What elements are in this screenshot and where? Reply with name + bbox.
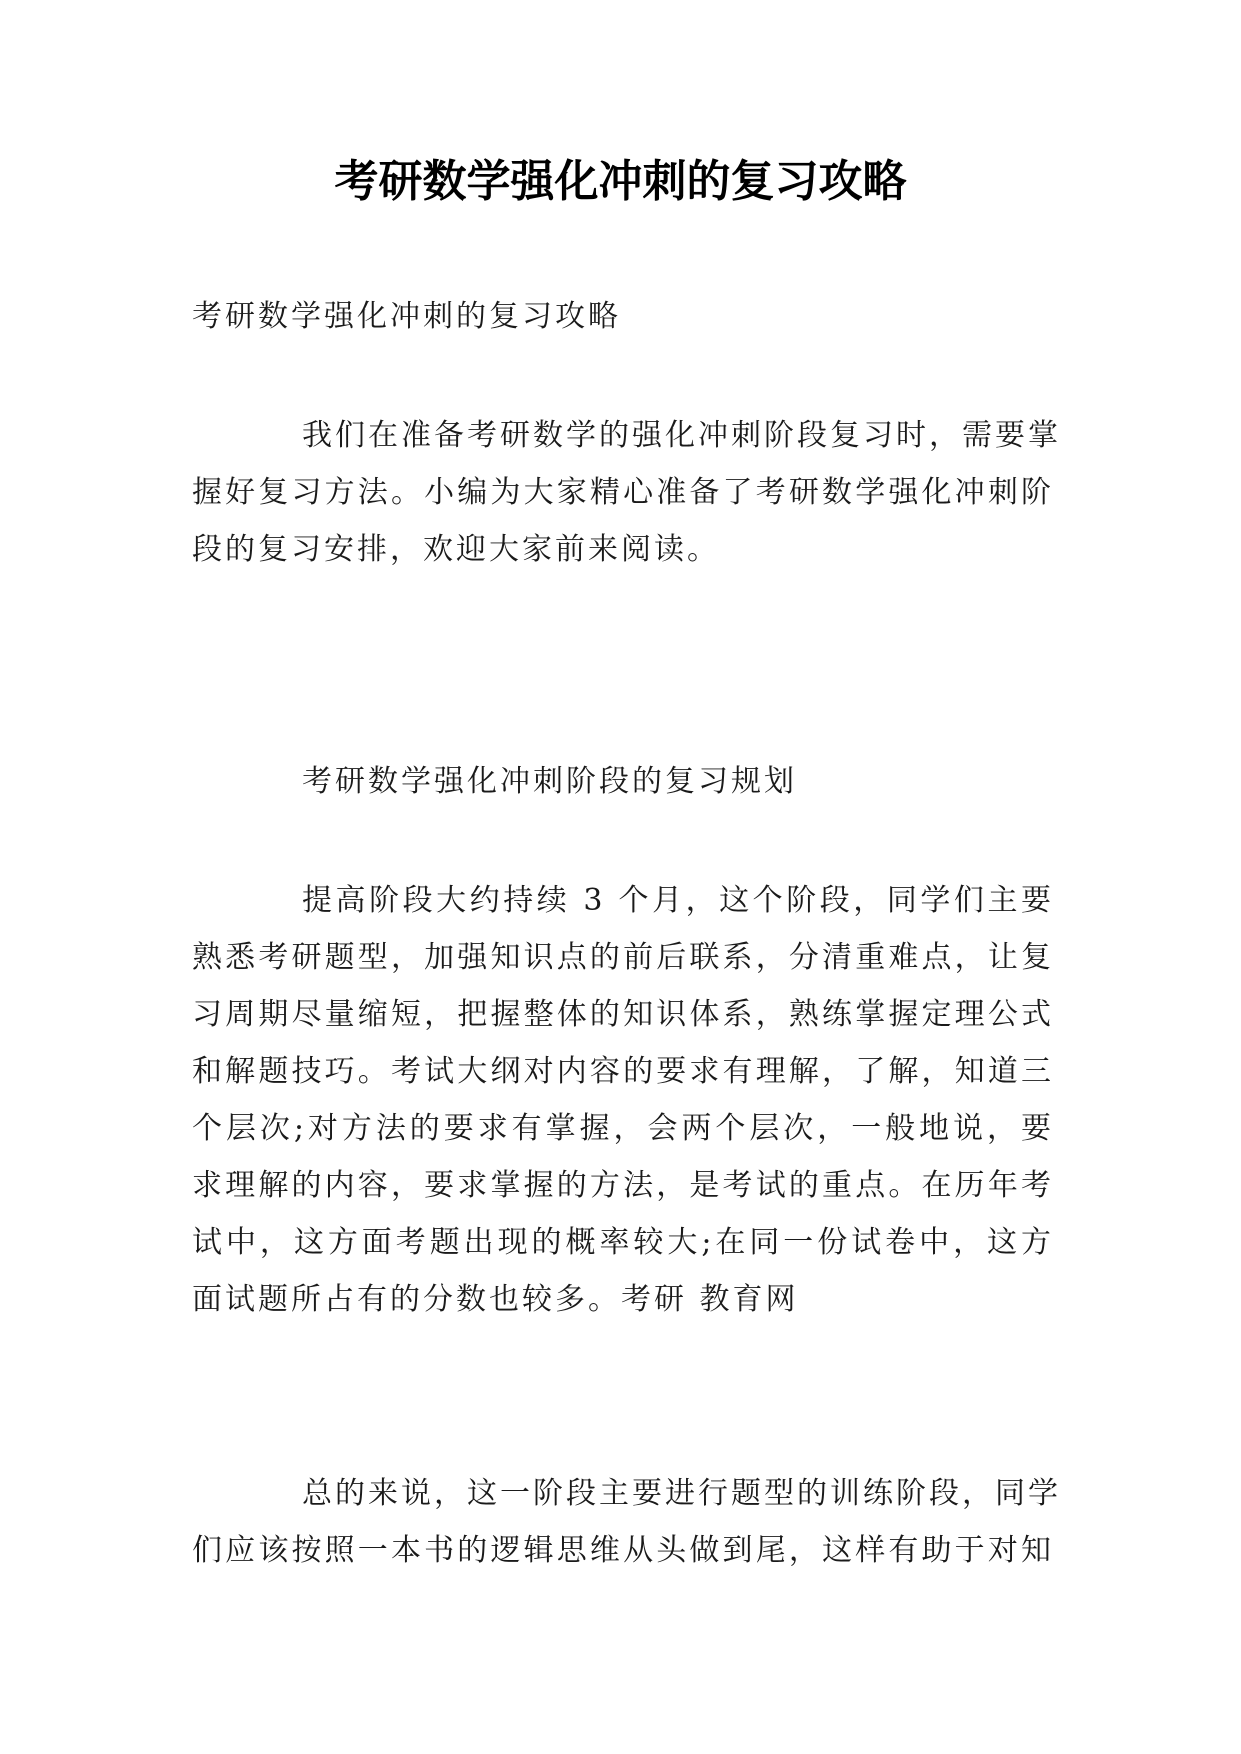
paragraph-line: 个层次;对方法的要求有掌握，会两个层次，一般地说，要 <box>192 1111 1054 1146</box>
paragraph-line: 习周期尽量缩短，把握整体的知识体系，熟练掌握定理公式 <box>192 997 1054 1032</box>
paragraph-line: 面试题所占有的分数也较多。考研 教育网 <box>192 1282 799 1317</box>
paragraph-line: 握好复习方法。小编为大家精心准备了考研数学强化冲刺阶 <box>192 475 1054 510</box>
body-paragraph <box>192 872 1054 1328</box>
document-title: 考研数学强化冲刺的复习攻略 <box>334 156 907 207</box>
body-paragraph <box>192 1465 1061 1579</box>
paragraph-line: 段的复习安排，欢迎大家前来阅读。 <box>192 532 720 567</box>
paragraph-line: 熟悉考研题型，加强知识点的前后联系，分清重难点，让复 <box>192 940 1054 975</box>
paragraph-line: 求理解的内容，要求掌握的方法，是考试的重点。在历年考 <box>192 1168 1054 1203</box>
paragraph-line: 试中，这方面考题出现的概率较大;在同一份试卷中，这方 <box>192 1225 1054 1260</box>
document-subtitle: 考研数学强化冲刺的复习攻略 <box>192 299 621 334</box>
paragraph-line: 总的来说，这一阶段主要进行题型的训练阶段，同学 <box>302 1476 1061 1511</box>
intro-paragraph <box>192 407 1061 578</box>
paragraph-line: 提高阶段大约持续 3 个月，这个阶段，同学们主要 <box>302 883 1054 918</box>
paragraph-line: 和解题技巧。考试大纲对内容的要求有理解，了解，知道三 <box>192 1054 1054 1089</box>
paragraph-line: 我们在准备考研数学的强化冲刺阶段复习时，需要掌 <box>302 418 1061 453</box>
paragraph-line: 们应该按照一本书的逻辑思维从头做到尾，这样有助于对知 <box>192 1533 1054 1568</box>
section-heading: 考研数学强化冲刺阶段的复习规划 <box>302 764 797 799</box>
